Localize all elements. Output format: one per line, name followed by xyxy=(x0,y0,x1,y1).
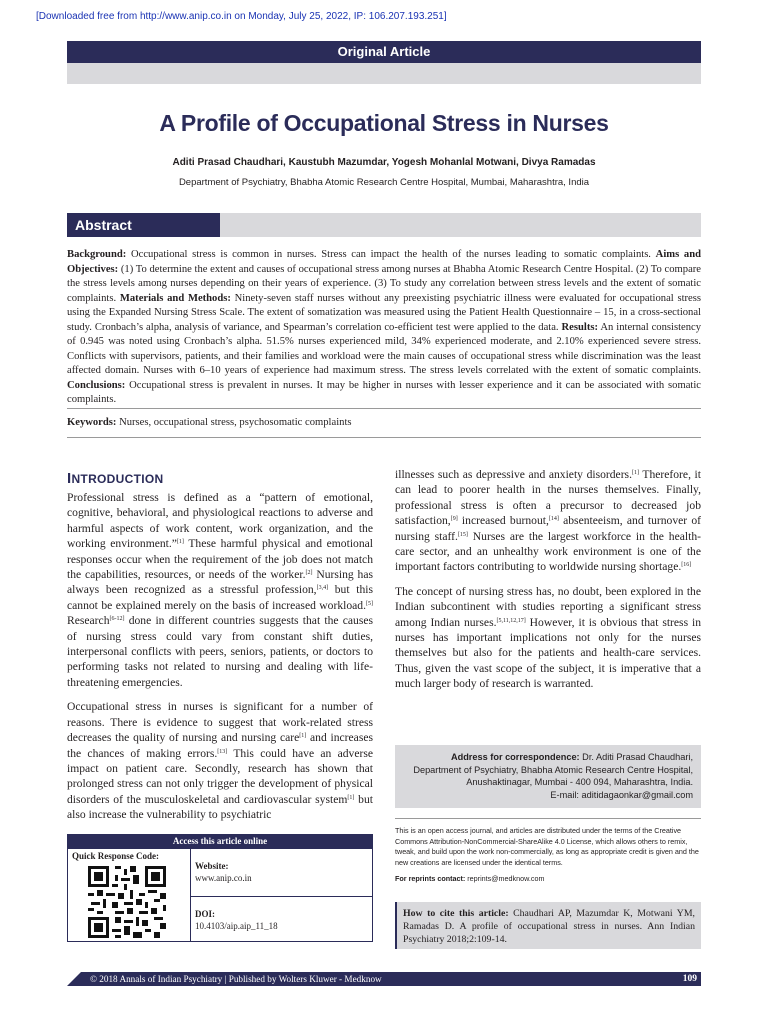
text-span: but this cannot be explained merely on the basis of increased workload. xyxy=(67,583,373,612)
text-span: This could have an adverse impact on patient care. Secondly, research has shown that prolonged stress can not only trigger the development of physical disorders of the musculoskeletal and cardiovascular system xyxy=(67,746,373,806)
citation-ref[interactable]: [2] xyxy=(305,570,313,577)
citation-ref[interactable]: [1] xyxy=(347,794,355,801)
introduction-heading xyxy=(67,470,163,487)
qr-code-icon[interactable] xyxy=(88,866,166,938)
text-span: increased burnout, xyxy=(457,514,549,528)
background-text: Occupational stress is common in nurses. Stress can impact the health of the nurses leading to somatic complaints. xyxy=(126,249,651,260)
citation-ref[interactable]: [6-12] xyxy=(109,616,125,623)
text-span: Therefore, it can lead to poorer health in the nurses themselves. Finally, professional stress is often a precursor to decreased job satisfaction, xyxy=(395,468,702,528)
methods-text: Ninety-seven staff nurses without any preexisting psychiatric illness were evaluated for occupational stress using the Expanded Nursing Stress Scale. The extent of somatization was measured using the Patient Health Questionnaire – 15, in a cross-sectional study. Cronbach’s alpha, analysis of variance, and Spearman’s correlation co-efficient test were applied to the data. xyxy=(67,292,701,333)
reprints-label: For reprints contact: xyxy=(395,874,466,883)
introduction-heading-rest: NTRODUCTION xyxy=(71,472,164,486)
aims-label: Aims and Objectives: xyxy=(67,249,701,275)
citation-ref[interactable]: [15] xyxy=(457,531,468,538)
abstract-body xyxy=(67,248,701,408)
text-span: However, it is obvious that stress in nurses has important implications not only for the nurses themselves but also for the patients and health-care services. Thus, given the vast scope of the subject, it is imperative that a much larger body of research is warranted. xyxy=(395,615,701,691)
authors: Aditi Prasad Chaudhari, Kaustubh Mazumdar, Yogesh Mohanlal Motwani, Divya Ramadas xyxy=(172,157,596,168)
text-span: absenteeism, and turnover of nursing staff. xyxy=(395,514,701,543)
open-access-text: This is an open access journal, and articles are distributed under the terms of the Creative Commons Attribution-NonCommercial-ShareAlike 4.0 License, which allows others to remix, tweak, and build upon the work non-commercially, as long as appropriate credit is given and the new creations are licensed under the identical terms. xyxy=(395,826,699,867)
citation-ref[interactable]: [1] xyxy=(176,539,184,546)
cite-text: Chaudhari AP, Mazumdar K, Motwani YM, Ramadas D. A profile of occupational stress in nurses. Ann Indian Psychiatry 2018;2:109-14. xyxy=(403,908,695,945)
divider xyxy=(67,408,701,409)
keywords-text: Nurses, occupational stress, psychosomatic complaints xyxy=(116,417,352,428)
website-label: Website: xyxy=(195,861,229,871)
text-span: These harmful physical and emotional responses occur when the requirement of the job does not match the capabilities, resources, or needs of the worker. xyxy=(67,537,373,582)
aims-text: (1) To determine the extent and causes of occupational stress among nurses at Bhabha Atomic Research Centre Hospital. (2) To compare the stress levels among nurses depending on their years of experience. (3) To study any correlation between stress levels and the extent of somatic complaints. xyxy=(67,263,701,304)
text-span: The concept of nursing stress has, no doubt, been explored in the Indian subcontinent with studies reporting a significant stress among Indian nurses. xyxy=(395,584,701,629)
correspondence-box xyxy=(395,745,701,808)
text-span: Occupational stress in nurses is significant for a number of reasons. There is evidence to suggest that work-related stress decreases the quality of nursing and nursing care xyxy=(67,700,373,745)
paragraph xyxy=(67,699,373,822)
right-column xyxy=(395,467,701,701)
left-column xyxy=(67,490,373,832)
text-span: Professional stress is defined as a “pattern of emotional, cognitive, behavioral, and physiological reactions to adverse and harmful aspects of work content, work organization, and the working environment.” xyxy=(67,491,373,551)
text-span: but also increase the vulnerability to psychiatric xyxy=(67,792,373,822)
text-span: illnesses such as depressive and anxiety disorders. xyxy=(395,468,632,481)
access-box-heading: Access this article online xyxy=(67,834,373,849)
correspondence-line xyxy=(395,751,693,764)
abstract-heading-strip xyxy=(220,213,701,237)
correspondence-line: Department of Psychiatry, Bhabha Atomic Research Centre Hospital, xyxy=(413,764,693,775)
citation-box xyxy=(395,902,701,949)
conclusions-label: Conclusions: xyxy=(67,379,126,391)
correspondence-name: Dr. Aditi Prasad Chaudhari, xyxy=(579,752,693,762)
background-label: Background: xyxy=(67,249,127,260)
article-title: A Profile of Occupational Stress in Nurses xyxy=(159,110,609,136)
cite-label: How to cite this article: xyxy=(403,908,509,919)
citation-ref[interactable]: [3,4] xyxy=(316,585,329,592)
page-number: 109 xyxy=(682,974,697,984)
citation-ref[interactable]: [16] xyxy=(681,562,692,569)
divider xyxy=(67,437,701,438)
keywords xyxy=(67,417,701,428)
conclusions-text: Occupational stress is prevalent in nurses. It may be higher in nurses with lesser experience and it can be associated with somatic complaints. xyxy=(67,379,701,405)
results-text: An internal consistency of 0.945 was noted using Cronbach’s alpha. 51.5% nurses experienced mild, 34% experienced moderate, and 2.10% experienced severe stress. Conflicts with supervisors, patients, and their families and workload were the main causes of occupational stress while discrimination was the least affected domain. Nurses with 6–10 years of experience had maximum stress. The stress levels correlated with the extent of somatic complaints. xyxy=(67,321,702,376)
text-span: Nursing has always been recognized as a stressful profession, xyxy=(67,568,374,597)
paragraph xyxy=(395,584,701,692)
abstract-heading: Abstract xyxy=(67,213,220,237)
results-label: Results: xyxy=(561,321,599,333)
text-span: Research xyxy=(67,614,110,628)
citation-ref[interactable]: [1] xyxy=(631,470,639,476)
citation-ref[interactable]: [1] xyxy=(299,733,307,740)
citation-ref[interactable]: [14] xyxy=(548,516,559,523)
paragraph xyxy=(67,490,373,690)
banner-strip xyxy=(67,63,701,84)
correspondence-email[interactable]: E-mail: aditidagaonkar@gmail.com xyxy=(550,789,693,800)
reprints-line xyxy=(395,874,701,885)
divider xyxy=(190,896,373,897)
download-note: [Downloaded free from http://www.anip.co.in on Monday, July 25, 2022, IP: 106.207.193.251] xyxy=(36,11,447,22)
divider xyxy=(395,818,701,819)
citation-ref[interactable]: [13] xyxy=(217,748,228,755)
footer-text: © 2018 Annals of Indian Psychiatry | Published by Wolters Kluwer - Medknow xyxy=(90,974,382,984)
citation-ref[interactable]: [5,11,12,17] xyxy=(496,617,526,624)
article-type-banner: Original Article xyxy=(67,41,701,63)
reprints-email[interactable]: reprints@medknow.com xyxy=(465,874,545,883)
introduction-heading-initial: I xyxy=(67,470,72,487)
doi-label: DOI: xyxy=(195,909,215,919)
footer-notch xyxy=(67,972,81,986)
text-span: Nurses are the largest workforce in the health-care sector, and an unhealthy work environment is one of the important factors contributing to worldwide nursing shortage. xyxy=(395,529,701,574)
text-span: and increases the chances of making errors. xyxy=(67,731,373,760)
doi-link[interactable]: 10.4103/aip.aip_11_18 xyxy=(195,921,278,931)
keywords-label: Keywords: xyxy=(67,417,117,428)
affiliation: Department of Psychiatry, Bhabha Atomic Research Centre Hospital, Mumbai, Maharashtra, India xyxy=(178,177,590,188)
correspondence-line: Anushaktinagar, Mumbai - 400 094, Maharashtra, India. xyxy=(466,777,693,788)
qr-label: Quick Response Code: xyxy=(72,851,160,861)
paragraph xyxy=(395,467,701,575)
correspondence-label: Address for correspondence: xyxy=(450,752,580,762)
open-access-notice xyxy=(395,826,701,885)
text-span: done in different countries suggests that the causes of nursing stress could vary from constant shift duties, interpersonal conflicts with peers, seniors, patients, or doctors to performing tasks not related to nursing and dealing with life-threatening emergencies. xyxy=(67,614,373,689)
citation-ref[interactable]: [9] xyxy=(450,516,458,523)
citation-ref[interactable]: [5] xyxy=(366,600,373,607)
methods-label: Materials and Methods: xyxy=(119,292,231,304)
website-link[interactable]: www.anip.co.in xyxy=(195,873,252,883)
